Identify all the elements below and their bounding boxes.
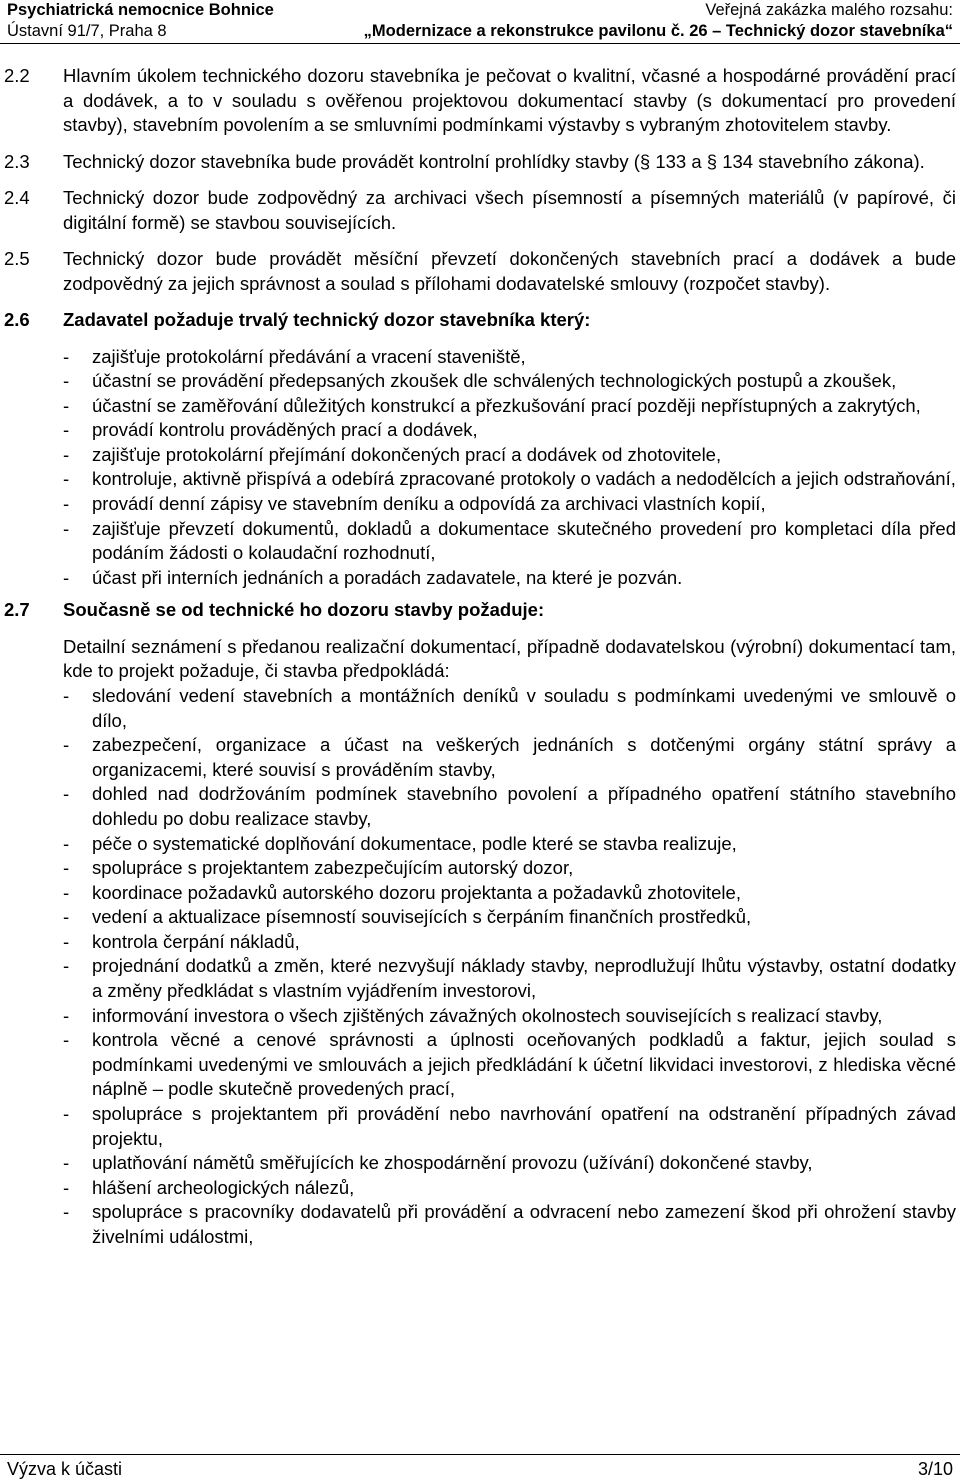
section-text: Technický dozor bude zodpovědný za archivaci všech písemností a písemných materiálů (v papírové, či digitální formě) se stavbou souvisejících. xyxy=(63,187,956,233)
dash-bullet: - xyxy=(63,783,70,805)
list-item-text: provádí kontrolu prováděných prací a dodávek, xyxy=(92,419,478,441)
list-item-text: uplatňování námětů směřujících ke zhospodárnění provozu (užívání) dokončené stavby, xyxy=(92,1152,813,1174)
list-item-text: koordinace požadavků autorského dozoru projektanta a požadavků zhotovitele, xyxy=(92,881,741,903)
section-number: 2.5 xyxy=(4,248,30,269)
header-tender-type: Veřejná zakázka malého rozsahu: xyxy=(705,1,953,19)
dash-bullet: - xyxy=(63,734,70,756)
section-heading: Současně se od technické ho dozoru stavby požaduje: xyxy=(63,599,545,621)
dash-bullet: - xyxy=(63,493,70,515)
list-item xyxy=(63,369,956,394)
list-item-text: spolupráce s pracovníky dodavatelů při provádění a odvracení nebo zamezení škod při ohrožení stavby živelními událostmi, xyxy=(92,1201,956,1247)
dash-bullet: - xyxy=(63,1152,70,1174)
list-item-text: účastní se zaměřování důležitých konstrukcí a přezkušování prací později nepřístupných a zakrytých, xyxy=(92,394,921,416)
dash-bullet: - xyxy=(63,906,70,928)
header-divider xyxy=(0,43,960,44)
section-2-7 xyxy=(0,598,960,1249)
list-item xyxy=(63,345,956,370)
list-item xyxy=(63,492,956,517)
list-item xyxy=(63,1028,956,1102)
dash-bullet: - xyxy=(63,1176,70,1198)
section-2-3 xyxy=(0,150,960,175)
list-item xyxy=(63,954,956,1003)
list-item-text: zabezpečení, organizace a účast na veškerých jednáních s dotčenými orgány státní správy a organizacemi, které souvisí s prováděním stavby, xyxy=(92,734,956,780)
list-item-text: zajišťuje protokolární přejímání dokončených prací a dodávek od zhotovitele, xyxy=(92,443,722,465)
list-item xyxy=(63,566,956,591)
list-item xyxy=(63,733,956,782)
list-item xyxy=(63,1176,956,1201)
dash-bullet: - xyxy=(63,1103,70,1125)
dash-bullet: - xyxy=(63,394,70,416)
section-number: 2.6 xyxy=(4,309,30,330)
section-2-5 xyxy=(0,247,960,296)
list-item xyxy=(63,881,956,906)
list-item xyxy=(63,1004,956,1029)
header-address: Ústavní 91/7, Praha 8 xyxy=(7,22,167,40)
footer-document-name: Výzva k účasti xyxy=(7,1459,123,1479)
section-2-4 xyxy=(0,186,960,235)
section-2-2 xyxy=(0,64,960,138)
page-header xyxy=(7,0,953,44)
section-number: 2.4 xyxy=(4,187,30,208)
dash-bullet: - xyxy=(63,419,70,441)
dash-bullet: - xyxy=(63,930,70,952)
list-item xyxy=(63,443,956,468)
dash-bullet: - xyxy=(63,881,70,903)
page-number: 3/10 xyxy=(917,1459,953,1479)
list-item xyxy=(63,517,956,566)
list-item-text: projednání dodatků a změn, které nezvyšují náklady stavby, neprodlužují lhůtu výstavby, ostatní dodatky a změny předkládat s vlastním vyjádřením investorovi, xyxy=(92,955,956,1002)
supervision-duties-list xyxy=(63,684,956,1250)
list-item-text: spolupráce s projektantem při provádění nebo navrhování opatření na odstranění případných závad projektu, xyxy=(92,1103,956,1149)
list-item-text: účastní se provádění předepsaných zkoušek dle schválených technologických postupů a zkoušek, xyxy=(92,370,897,392)
list-item-text: informování investora o všech zjištěných závažných okolnostech souvisejících s realizací stavby, xyxy=(92,1004,883,1026)
dash-bullet: - xyxy=(63,832,70,854)
list-item-text: péče o systematické doplňování dokumentace, podle které se stavba realizuje, xyxy=(92,832,737,854)
dash-bullet: - xyxy=(63,443,70,465)
page-footer xyxy=(7,1458,953,1480)
list-item xyxy=(63,905,956,930)
list-item-text: kontrola věcné a cenové správnosti a úplnosti oceňovaných podkladů a faktur, jejich soulad s podmínkami uvedenými ve smlouvách a jejich předkládání k účetní likvidaci investorovi, z hlediska věcné náplně – podle skutečně provedených prací, xyxy=(92,1029,956,1100)
dash-bullet: - xyxy=(63,684,70,706)
list-item-text: provádí denní zápisy ve stavebním deníku a odpovídá za archivaci vlastních kopií, xyxy=(92,493,766,515)
dash-bullet: - xyxy=(63,1201,70,1223)
list-item xyxy=(63,1151,956,1176)
section-intro: Detailní seznámení s předanou realizační dokumentací, případně dodavatelskou (výrobní) dokumentací tam, kde to projekt požaduje, či stavba předpokládá: xyxy=(63,635,956,682)
list-item-text: zajišťuje převzetí dokumentů, dokladů a dokumentace skutečného provedení pro kompletaci díla před podáním žádosti o kolaudační rozhodnutí, xyxy=(92,517,956,564)
section-2-6 xyxy=(0,308,960,590)
dash-bullet: - xyxy=(63,1004,70,1026)
dash-bullet: - xyxy=(63,857,70,879)
dash-bullet: - xyxy=(63,468,70,490)
list-item-text: dohled nad dodržováním podmínek stavebního povolení a případného opatření státního stavebního dohledu po dobu realizace stavby, xyxy=(92,783,956,829)
list-item-text: zajišťuje protokolární předávání a vracení staveniště, xyxy=(92,345,526,367)
section-text: Technický dozor bude provádět měsíční převzetí dokončených stavebních prací a dodávek a bude zodpovědný za jejich správnost a soulad s přílohami dodavatelské smlouvy (rozpočet stavby). xyxy=(63,248,956,294)
list-item xyxy=(63,832,956,857)
section-number: 2.7 xyxy=(4,599,30,621)
document-body xyxy=(0,64,960,1250)
list-item-text: účast při interních jednáních a poradách zadavatele, na které je pozván. xyxy=(92,566,683,588)
list-item-text: kontroluje, aktivně přispívá a odebírá zpracované protokoly o vadách a nedodělcích a jejich odstraňování, xyxy=(92,468,956,490)
requirements-list xyxy=(63,345,956,591)
footer-divider xyxy=(0,1454,960,1455)
dash-bullet: - xyxy=(63,370,70,392)
section-heading: Zadavatel požaduje trvalý technický dozor stavebníka který: xyxy=(63,309,591,330)
list-item-text: kontrola čerpání nákladů, xyxy=(92,930,300,952)
list-item-text: spolupráce s projektantem zabezpečujícím autorský dozor, xyxy=(92,857,574,879)
list-item-text: sledování vedení stavebních a montážních deníků v souladu s podmínkami uvedenými ve smlouvě o dílo, xyxy=(92,684,956,731)
list-item xyxy=(63,1200,956,1249)
list-item xyxy=(63,930,956,955)
list-item-text: vedení a aktualizace písemností souvisejících s čerpáním finančních prostředků, xyxy=(92,906,752,928)
dash-bullet: - xyxy=(63,566,70,588)
section-text: Hlavním úkolem technického dozoru stavebníka je pečovat o kvalitní, včasné a hospodárné provádění prací a dodávek, a to v souladu s ověřenou projektovou dokumentací stavby (s dokumentací pro provedení stavby), stavebním povolením a se smluvními podmínkami výstavby s vybraným zhotovitelem stavby. xyxy=(63,65,956,135)
dash-bullet: - xyxy=(63,1029,70,1051)
header-organization: Psychiatrická nemocnice Bohnice xyxy=(7,1,274,19)
list-item-text: hlášení archeologických nálezů, xyxy=(92,1176,355,1198)
list-item xyxy=(63,394,956,419)
list-item xyxy=(63,418,956,443)
dash-bullet: - xyxy=(63,955,70,977)
header-tender-title: „Modernizace a rekonstrukce pavilonu č. 26 – Technický dozor stavebníka“ xyxy=(363,22,953,40)
list-item xyxy=(63,782,956,831)
section-number: 2.2 xyxy=(4,65,30,86)
dash-bullet: - xyxy=(63,517,70,539)
list-item xyxy=(63,467,956,492)
dash-bullet: - xyxy=(63,345,70,367)
list-item xyxy=(63,856,956,881)
section-text: Technický dozor stavebníka bude provádět kontrolní prohlídky stavby (§ 133 a § 134 stavebního zákona). xyxy=(63,150,925,172)
list-item xyxy=(63,684,956,733)
section-number: 2.3 xyxy=(4,150,30,172)
list-item xyxy=(63,1102,956,1151)
